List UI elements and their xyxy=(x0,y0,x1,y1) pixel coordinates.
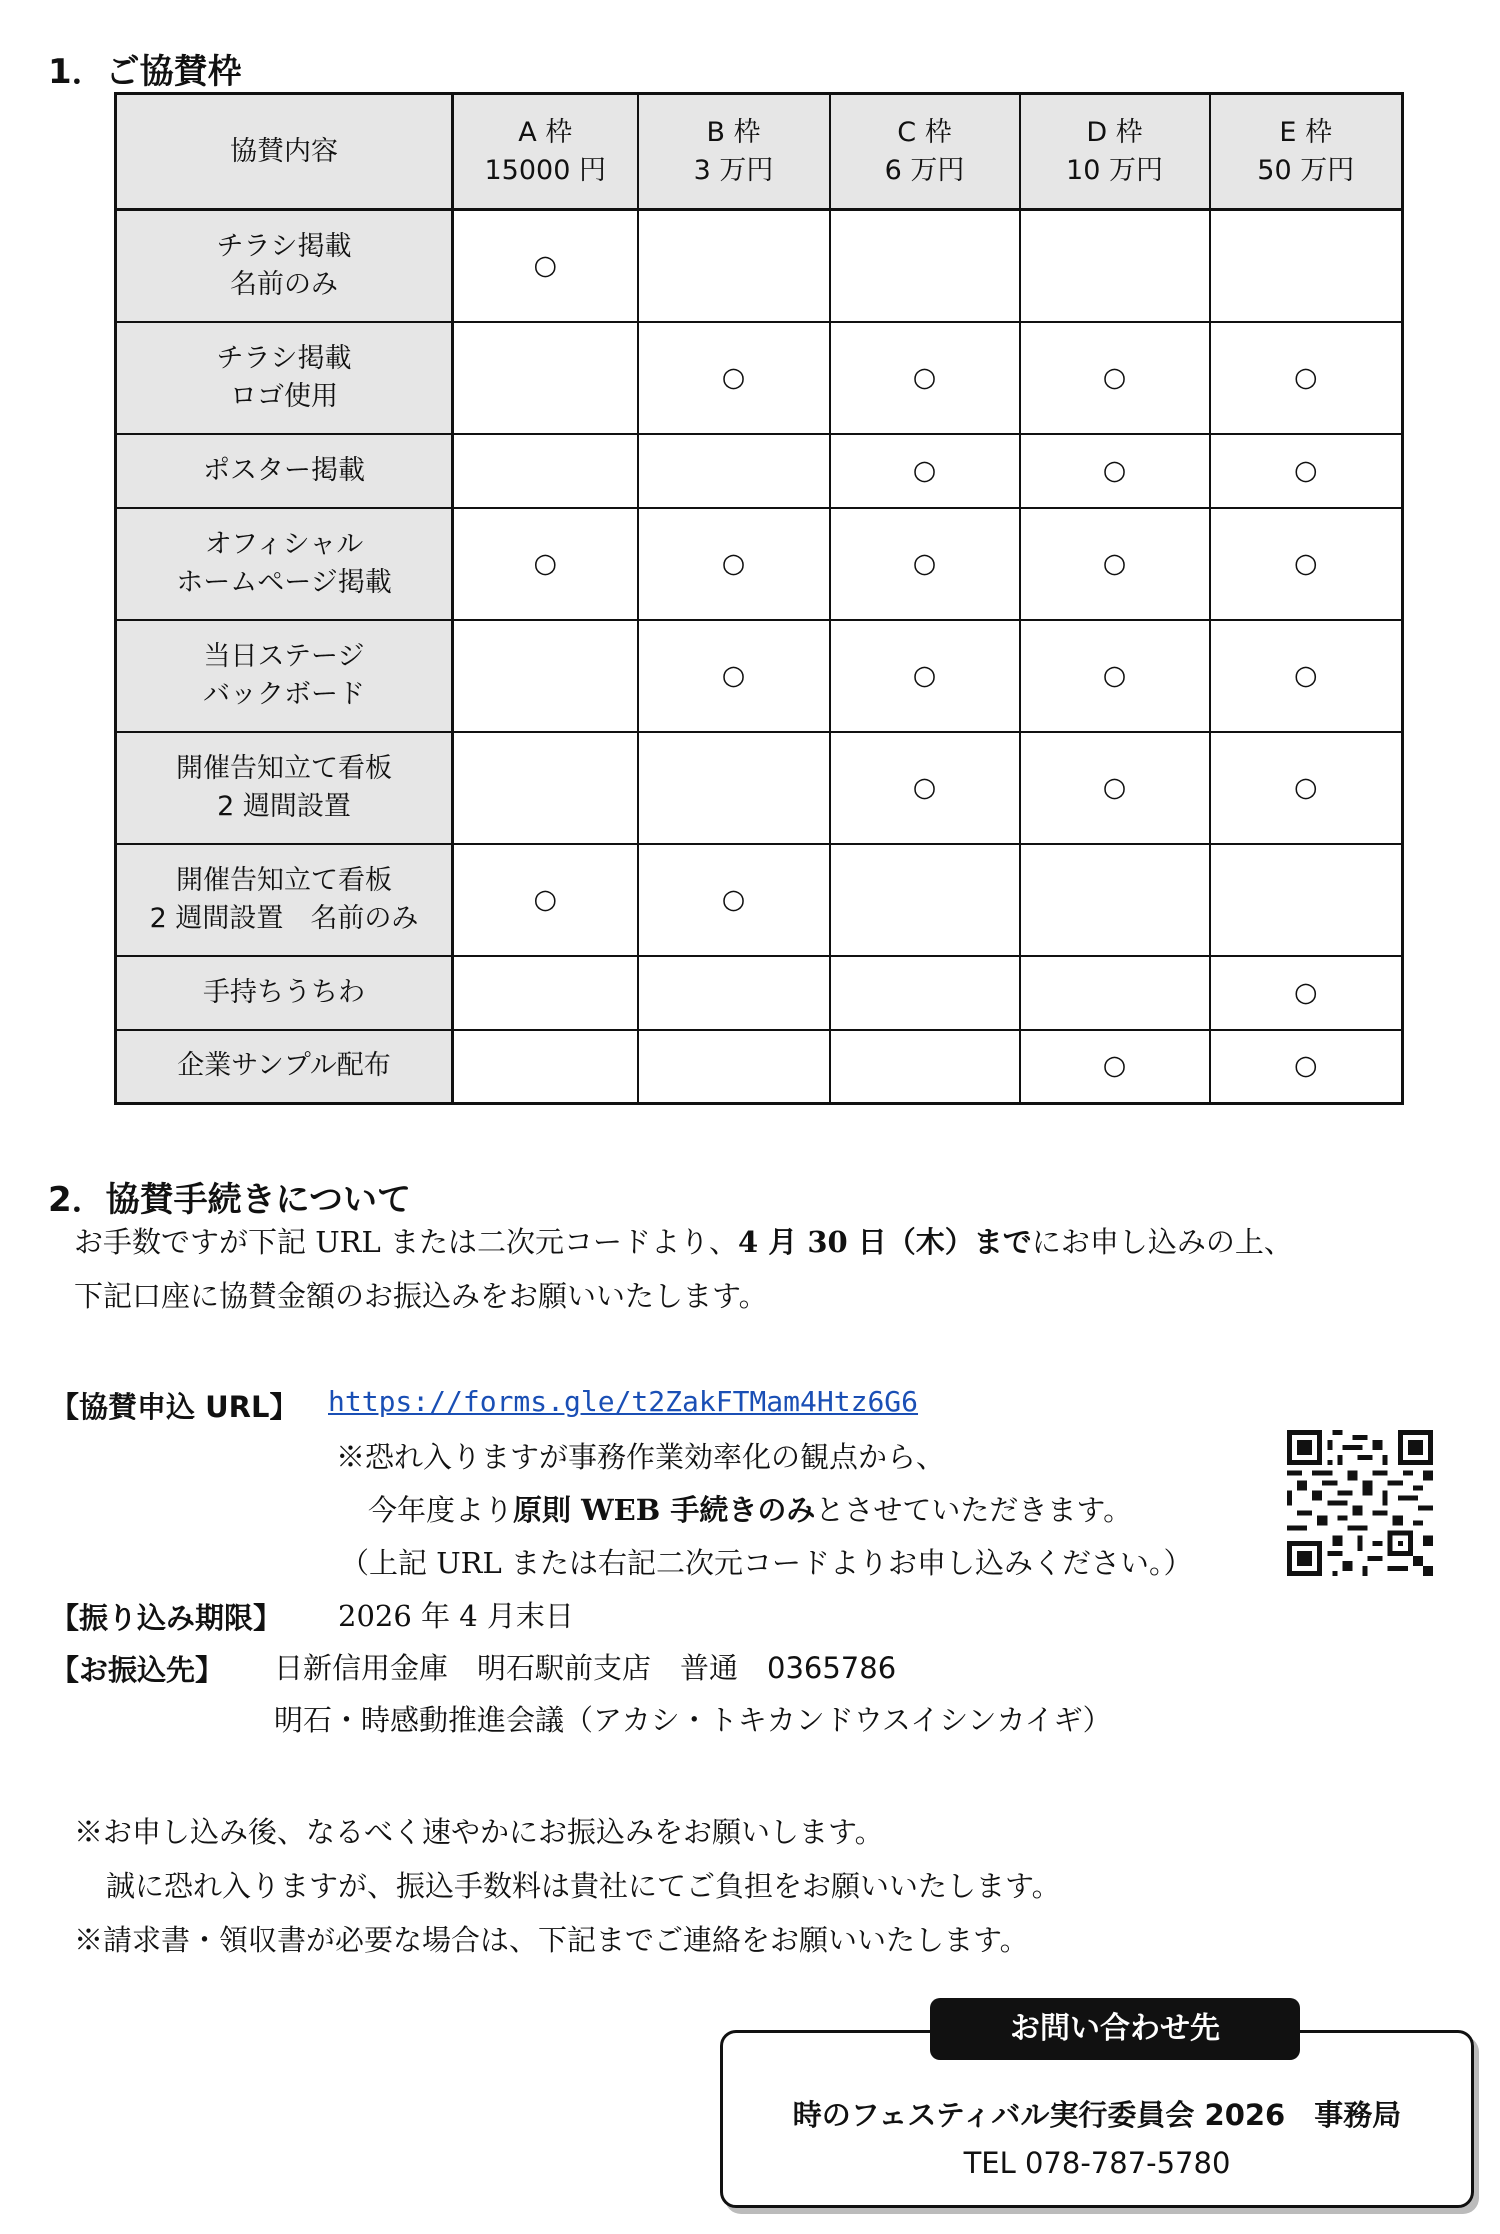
header-content-label: 協賛内容 xyxy=(116,94,453,210)
application-deadline: 4 月 30 日（木）まで xyxy=(737,1225,1032,1259)
contact-title: お問い合わせ先 xyxy=(930,1998,1300,2060)
mark-cell xyxy=(453,1030,638,1104)
mark-cell xyxy=(830,1030,1020,1104)
row-label: 手持ちうちわ xyxy=(116,956,453,1030)
bank-account-line1: 日新信用金庫 明石駅前支店 普通 0365786 xyxy=(274,1651,897,1685)
notice-line1: ※お申し込み後、なるべく速やかにお振込みをお願いします。 xyxy=(74,1815,884,1849)
row-label: チラシ掲載 ロゴ使用 xyxy=(116,322,453,434)
row-label: 当日ステージ バックボード xyxy=(116,620,453,732)
bank-account-holder: 明石・時感動推進会議（アカシ・トキカンドウスイシンカイギ） xyxy=(274,1703,1112,1737)
mark-cell xyxy=(453,956,638,1030)
mark-cell: ○ xyxy=(453,210,638,322)
mark-cell: ○ xyxy=(1020,732,1210,844)
mark-cell: ○ xyxy=(1020,1030,1210,1104)
mark-cell xyxy=(1020,210,1210,322)
table-row xyxy=(116,508,1403,620)
mark-cell: ○ xyxy=(830,620,1020,732)
section1-title: 1．ご協賛枠 xyxy=(48,52,242,92)
row-label: 企業サンプル配布 xyxy=(116,1030,453,1104)
contact-organization: 時のフェスティバル実行委員会 2026 事務局 xyxy=(792,2098,1402,2132)
mark-cell xyxy=(1210,210,1403,322)
mark-cell: ○ xyxy=(830,322,1020,434)
header-col-a: A 枠 15000 円 xyxy=(453,94,638,210)
mark-cell: ○ xyxy=(1020,620,1210,732)
bank-label: 【お振込先】 xyxy=(50,1653,225,1687)
web-only-notice: 原則 WEB 手続きのみ xyxy=(513,1493,816,1527)
table-row xyxy=(116,322,1403,434)
header-col-d: D 枠 10 万円 xyxy=(1020,94,1210,210)
mark-cell xyxy=(638,956,830,1030)
table-row xyxy=(116,210,1403,322)
mark-cell xyxy=(638,1030,830,1104)
mark-cell: ○ xyxy=(1210,434,1403,508)
header-col-b: B 枠 3 万円 xyxy=(638,94,830,210)
mark-cell: ○ xyxy=(1210,322,1403,434)
section2-title: 2．協賛手続きについて xyxy=(48,1180,411,1220)
contact-tel: TEL 078-787-5780 xyxy=(963,2146,1231,2180)
mark-cell xyxy=(1020,956,1210,1030)
mark-cell: ○ xyxy=(1210,956,1403,1030)
mark-cell xyxy=(453,732,638,844)
table-row xyxy=(116,1030,1403,1104)
row-label: 開催告知立て看板 2 週間設置 名前のみ xyxy=(116,844,453,956)
row-label: 開催告知立て看板 2 週間設置 xyxy=(116,732,453,844)
table-row xyxy=(116,732,1403,844)
mark-cell xyxy=(830,210,1020,322)
mark-cell xyxy=(453,434,638,508)
mark-cell xyxy=(638,434,830,508)
procedure-paragraph-line1: お手数ですが下記 URL または二次元コードより、4 月 30 日（木）までにお申し込みの上、 xyxy=(74,1225,1293,1259)
note-line1: ※恐れ入りますが事務作業効率化の観点から、 xyxy=(336,1440,946,1474)
qr-code[interactable] xyxy=(1287,1430,1433,1576)
header-col-c: C 枠 6 万円 xyxy=(830,94,1020,210)
table-row xyxy=(116,620,1403,732)
application-url-link[interactable]: https://forms.gle/t2ZakFTMam4Htz6G6 xyxy=(328,1385,919,1418)
mark-cell: ○ xyxy=(1210,620,1403,732)
note-line2: 今年度より原則 WEB 手続きのみとさせていただきます。 xyxy=(368,1493,1133,1527)
mark-cell xyxy=(638,732,830,844)
mark-cell: ○ xyxy=(638,620,830,732)
mark-cell: ○ xyxy=(453,844,638,956)
table-row xyxy=(116,956,1403,1030)
deadline-value: 2026 年 4 月末日 xyxy=(338,1599,574,1633)
table-row xyxy=(116,434,1403,508)
mark-cell xyxy=(453,322,638,434)
mark-cell: ○ xyxy=(1020,508,1210,620)
mark-cell xyxy=(453,620,638,732)
procedure-paragraph-line2: 下記口座に協賛金額のお振込みをお願いいたします。 xyxy=(74,1279,768,1313)
mark-cell: ○ xyxy=(1020,322,1210,434)
notice-line3: ※請求書・領収書が必要な場合は、下記までご連絡をお願いいたします。 xyxy=(74,1923,1029,1957)
sponsor-table xyxy=(114,92,1404,1105)
mark-cell: ○ xyxy=(638,844,830,956)
mark-cell xyxy=(1020,844,1210,956)
mark-cell xyxy=(638,210,830,322)
mark-cell: ○ xyxy=(830,508,1020,620)
mark-cell: ○ xyxy=(1020,434,1210,508)
mark-cell xyxy=(830,956,1020,1030)
row-label: チラシ掲載 名前のみ xyxy=(116,210,453,322)
notice-line2: 誠に恐れ入りますが、振込手数料は貴社にてご負担をお願いいたします。 xyxy=(106,1869,1061,1903)
row-label: ポスター掲載 xyxy=(116,434,453,508)
header-col-e: E 枠 50 万円 xyxy=(1210,94,1403,210)
mark-cell: ○ xyxy=(638,322,830,434)
table-row xyxy=(116,844,1403,956)
mark-cell xyxy=(1210,844,1403,956)
row-label: オフィシャル ホームページ掲載 xyxy=(116,508,453,620)
note-line3: （上記 URL または右記二次元コードよりお申し込みください。） xyxy=(340,1546,1193,1580)
deadline-label: 【振り込み期限】 xyxy=(50,1601,283,1635)
table-header-row xyxy=(116,94,1403,210)
mark-cell: ○ xyxy=(1210,1030,1403,1104)
mark-cell: ○ xyxy=(1210,508,1403,620)
mark-cell: ○ xyxy=(1210,732,1403,844)
mark-cell: ○ xyxy=(638,508,830,620)
mark-cell xyxy=(830,844,1020,956)
mark-cell: ○ xyxy=(453,508,638,620)
mark-cell: ○ xyxy=(830,732,1020,844)
url-label: 【協賛申込 URL】 xyxy=(50,1390,299,1424)
mark-cell: ○ xyxy=(830,434,1020,508)
